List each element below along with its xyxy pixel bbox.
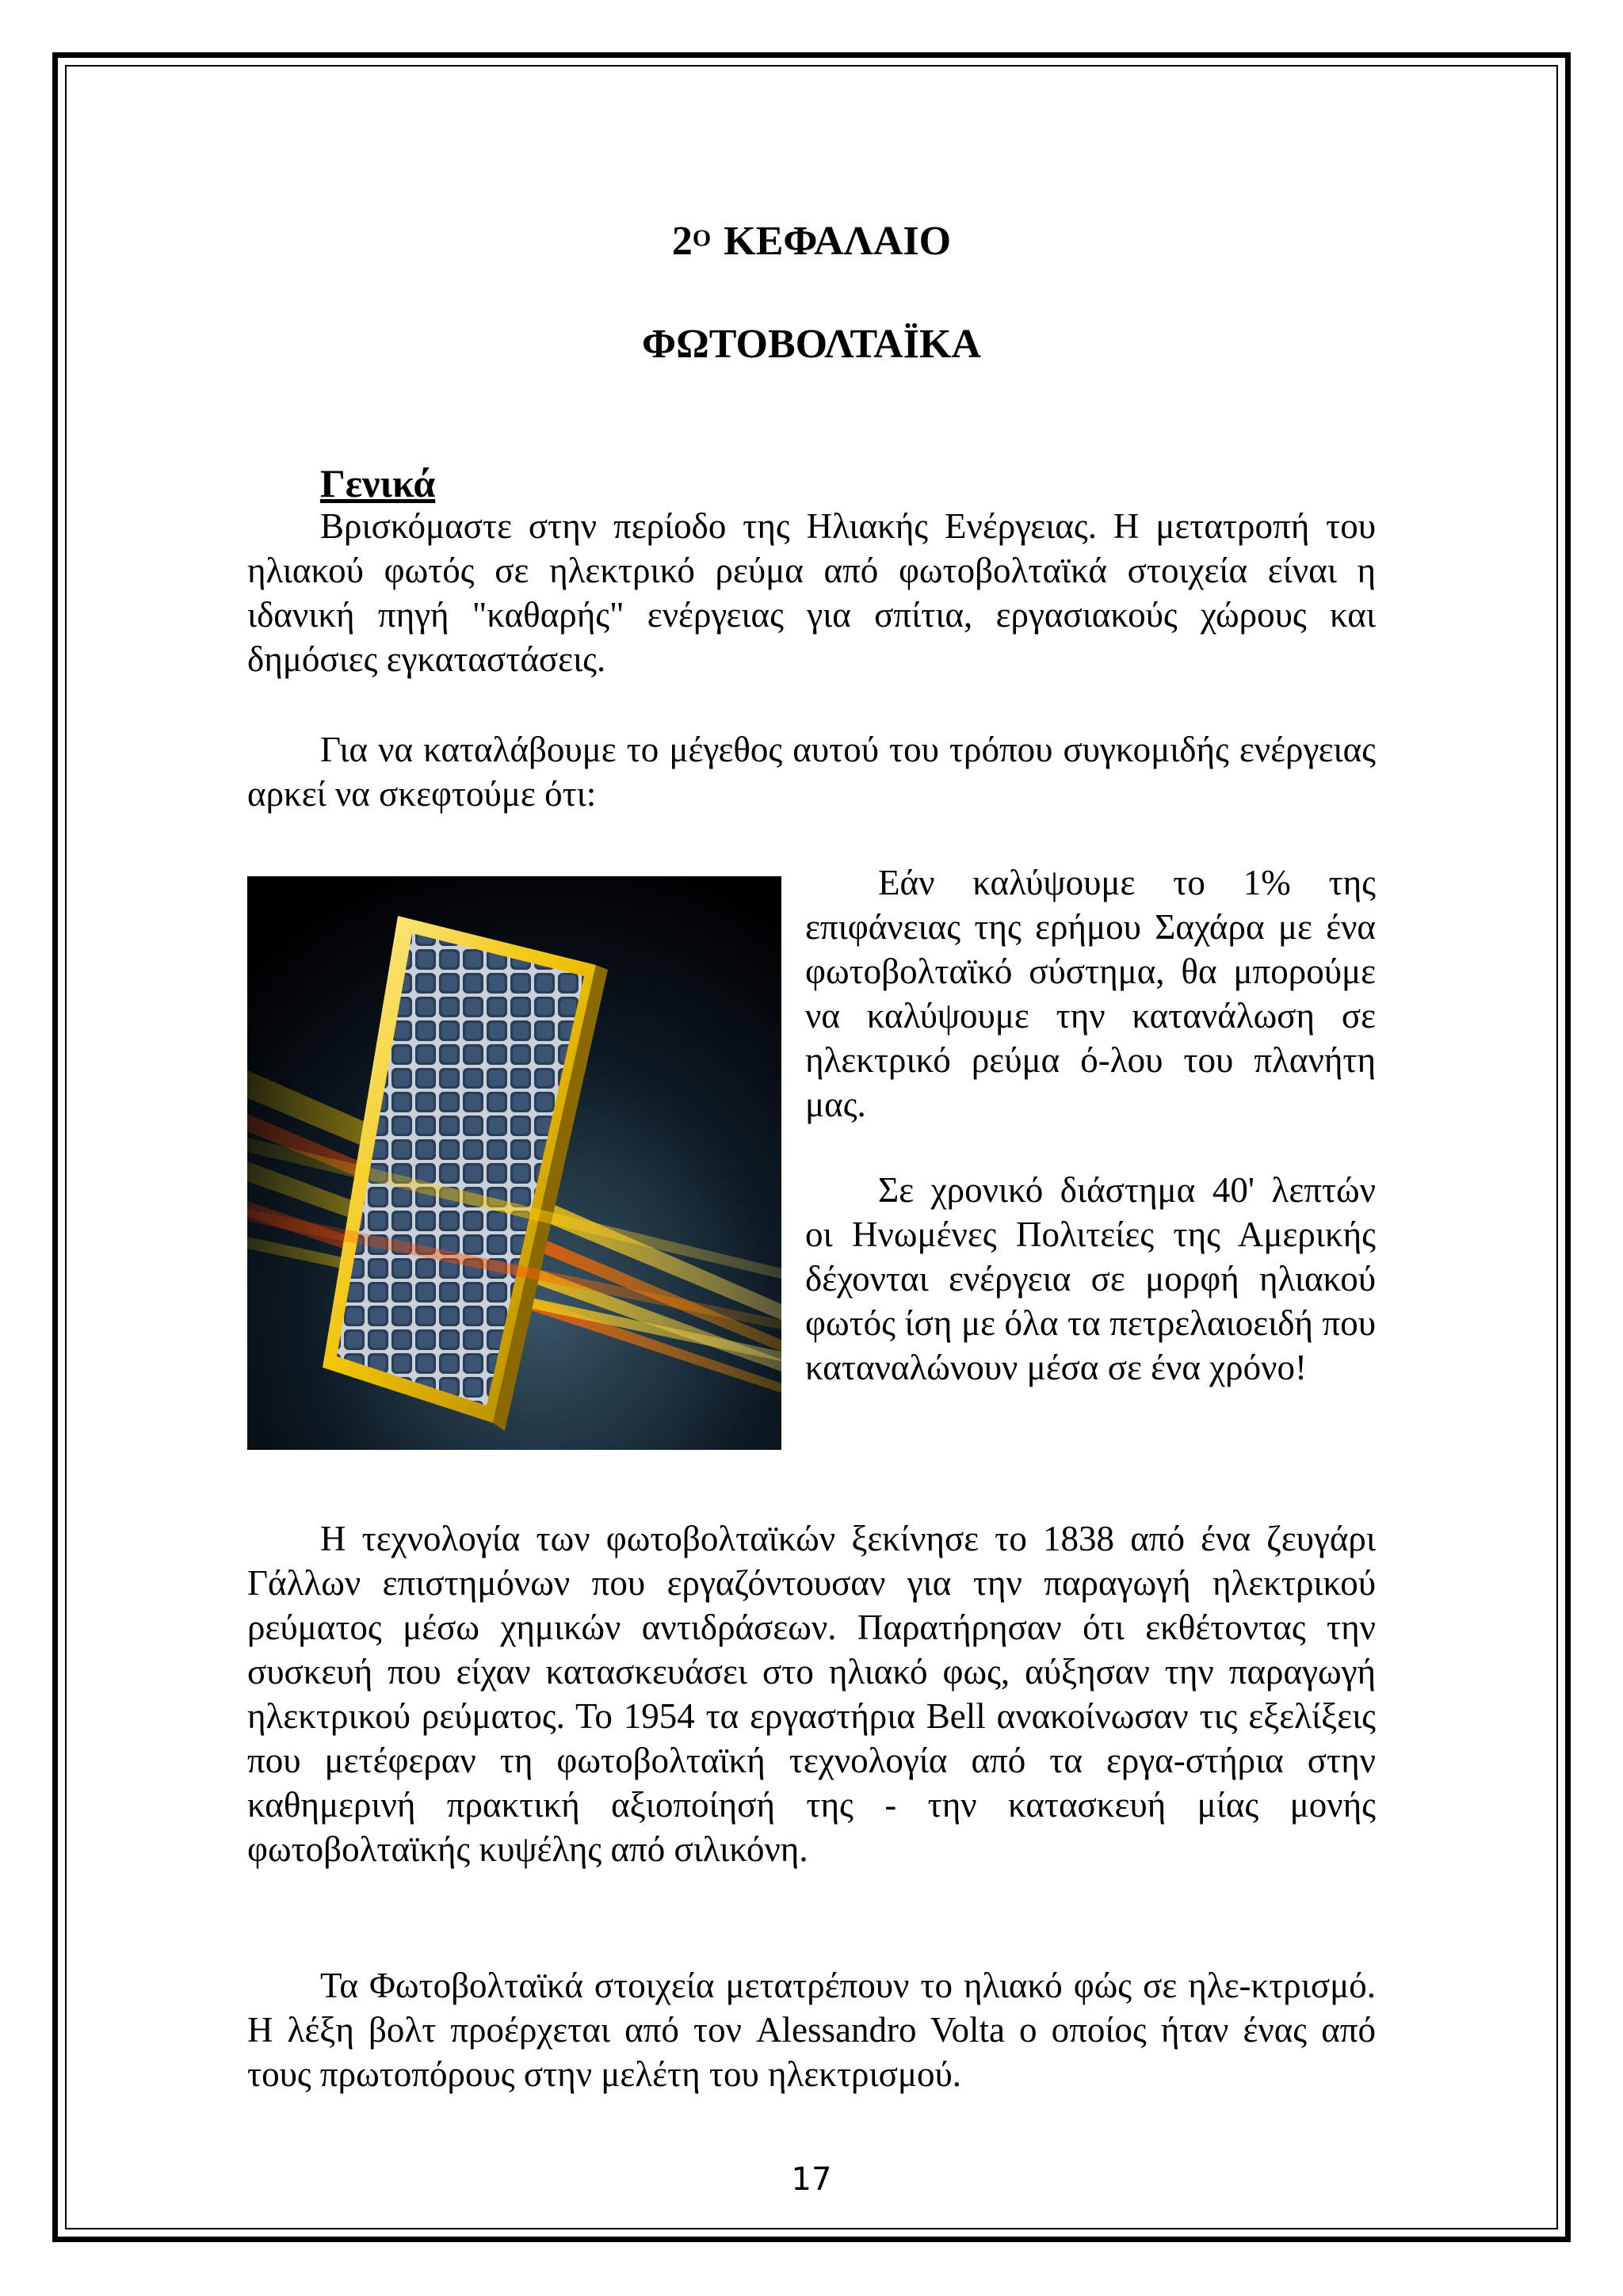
chapter-superscript: Ο xyxy=(692,225,712,251)
paragraph-intro: Βρισκόμαστε στην περίοδο της Ηλιακής Ενέργειας. Η μετατροπή του ηλιακού φωτός σε ηλεκτρικό ρεύμα από φωτοβολταϊκά στοιχεία είναι η ιδανική πηγή "καθαρής" ενέργειας για σπίτια, εργασιακούς χώρους και δημόσιες εγκαταστάσεις. xyxy=(247,506,1376,679)
solar-panel-illustration xyxy=(247,876,781,1450)
chapter-label: ΚΕΦΑΛΑΙΟ xyxy=(724,219,952,264)
page-title: ΦΩΤΟΒΟΛΤΑΪΚΑ xyxy=(642,322,981,367)
chapter-heading xyxy=(0,214,1623,269)
paragraph-sahara: Εάν καλύψουμε το 1% της επιφάνειας της ερήμου Σαχάρα με ένα φωτοβολταϊκό σύστημα, θα μπορούμε να καλύψουμε την κατανάλωση σε ηλεκτρικό ρεύμα ό-λου του πλανήτη μας. xyxy=(805,863,1376,1124)
chapter-number: 2 xyxy=(671,219,693,264)
paragraph-usa-energy: Σε χρονικό διάστημα 40' λεπτών οι Ηνωμένες Πολιτείες της Αμερικής δέχονται ενέργεια σε μορφή ηλιακού φωτός ίση με όλα τα πετρελαιοειδή που καταναλώνουν μέσα σε ένα χρόνο! xyxy=(805,1170,1376,1387)
paragraph-history: Η τεχνολογία των φωτοβολταϊκών ξεκίνησε το 1838 από ένα ζευγάρι Γάλλων επιστημόνων που εργαζόντουσαν για την παραγωγή ηλεκτρικού ρεύματος μέσω χημικών αντιδράσεων. Παρατήρησαν ότι εκθέτοντας την συσκευή που είχαν κατασκευάσει στο ηλιακό φως, αύξησαν την παραγωγή ηλεκτρικού ρεύματος. Το 1954 τα εργαστήρια Bell ανακοίνωσαν τις εξελίξεις που μετέφεραν τη φωτοβολταϊκή τεχνολογία από τα εργα-στήρια στην καθημερινή πρακτική αξιοποίησή της - την κατασκευή μίας μονής φωτοβολταϊκής κυψέλης από σιλικόνη. xyxy=(247,1519,1376,1869)
paragraph-scale: Για να καταλάβουμε το μέγεθος αυτού του τρόπου συγκομιδής ενέργειας αρκεί να σκεφτούμε ότι: xyxy=(247,730,1376,814)
section-heading: Γενικά xyxy=(320,461,436,505)
paragraph-volta: Τα Φωτοβολταϊκά στοιχεία μετατρέπουν το ηλιακό φώς σε ηλε-κτρισμό. Η λέξη βολτ προέρχεται από τον Alessandro Volta ο οποίος ήταν ένας από τους πρωτοπόρους στην μελέτη του ηλεκτρισμού. xyxy=(247,1966,1376,2094)
solar-panel-icon xyxy=(247,876,781,1450)
page-number: 17 xyxy=(791,2161,832,2198)
